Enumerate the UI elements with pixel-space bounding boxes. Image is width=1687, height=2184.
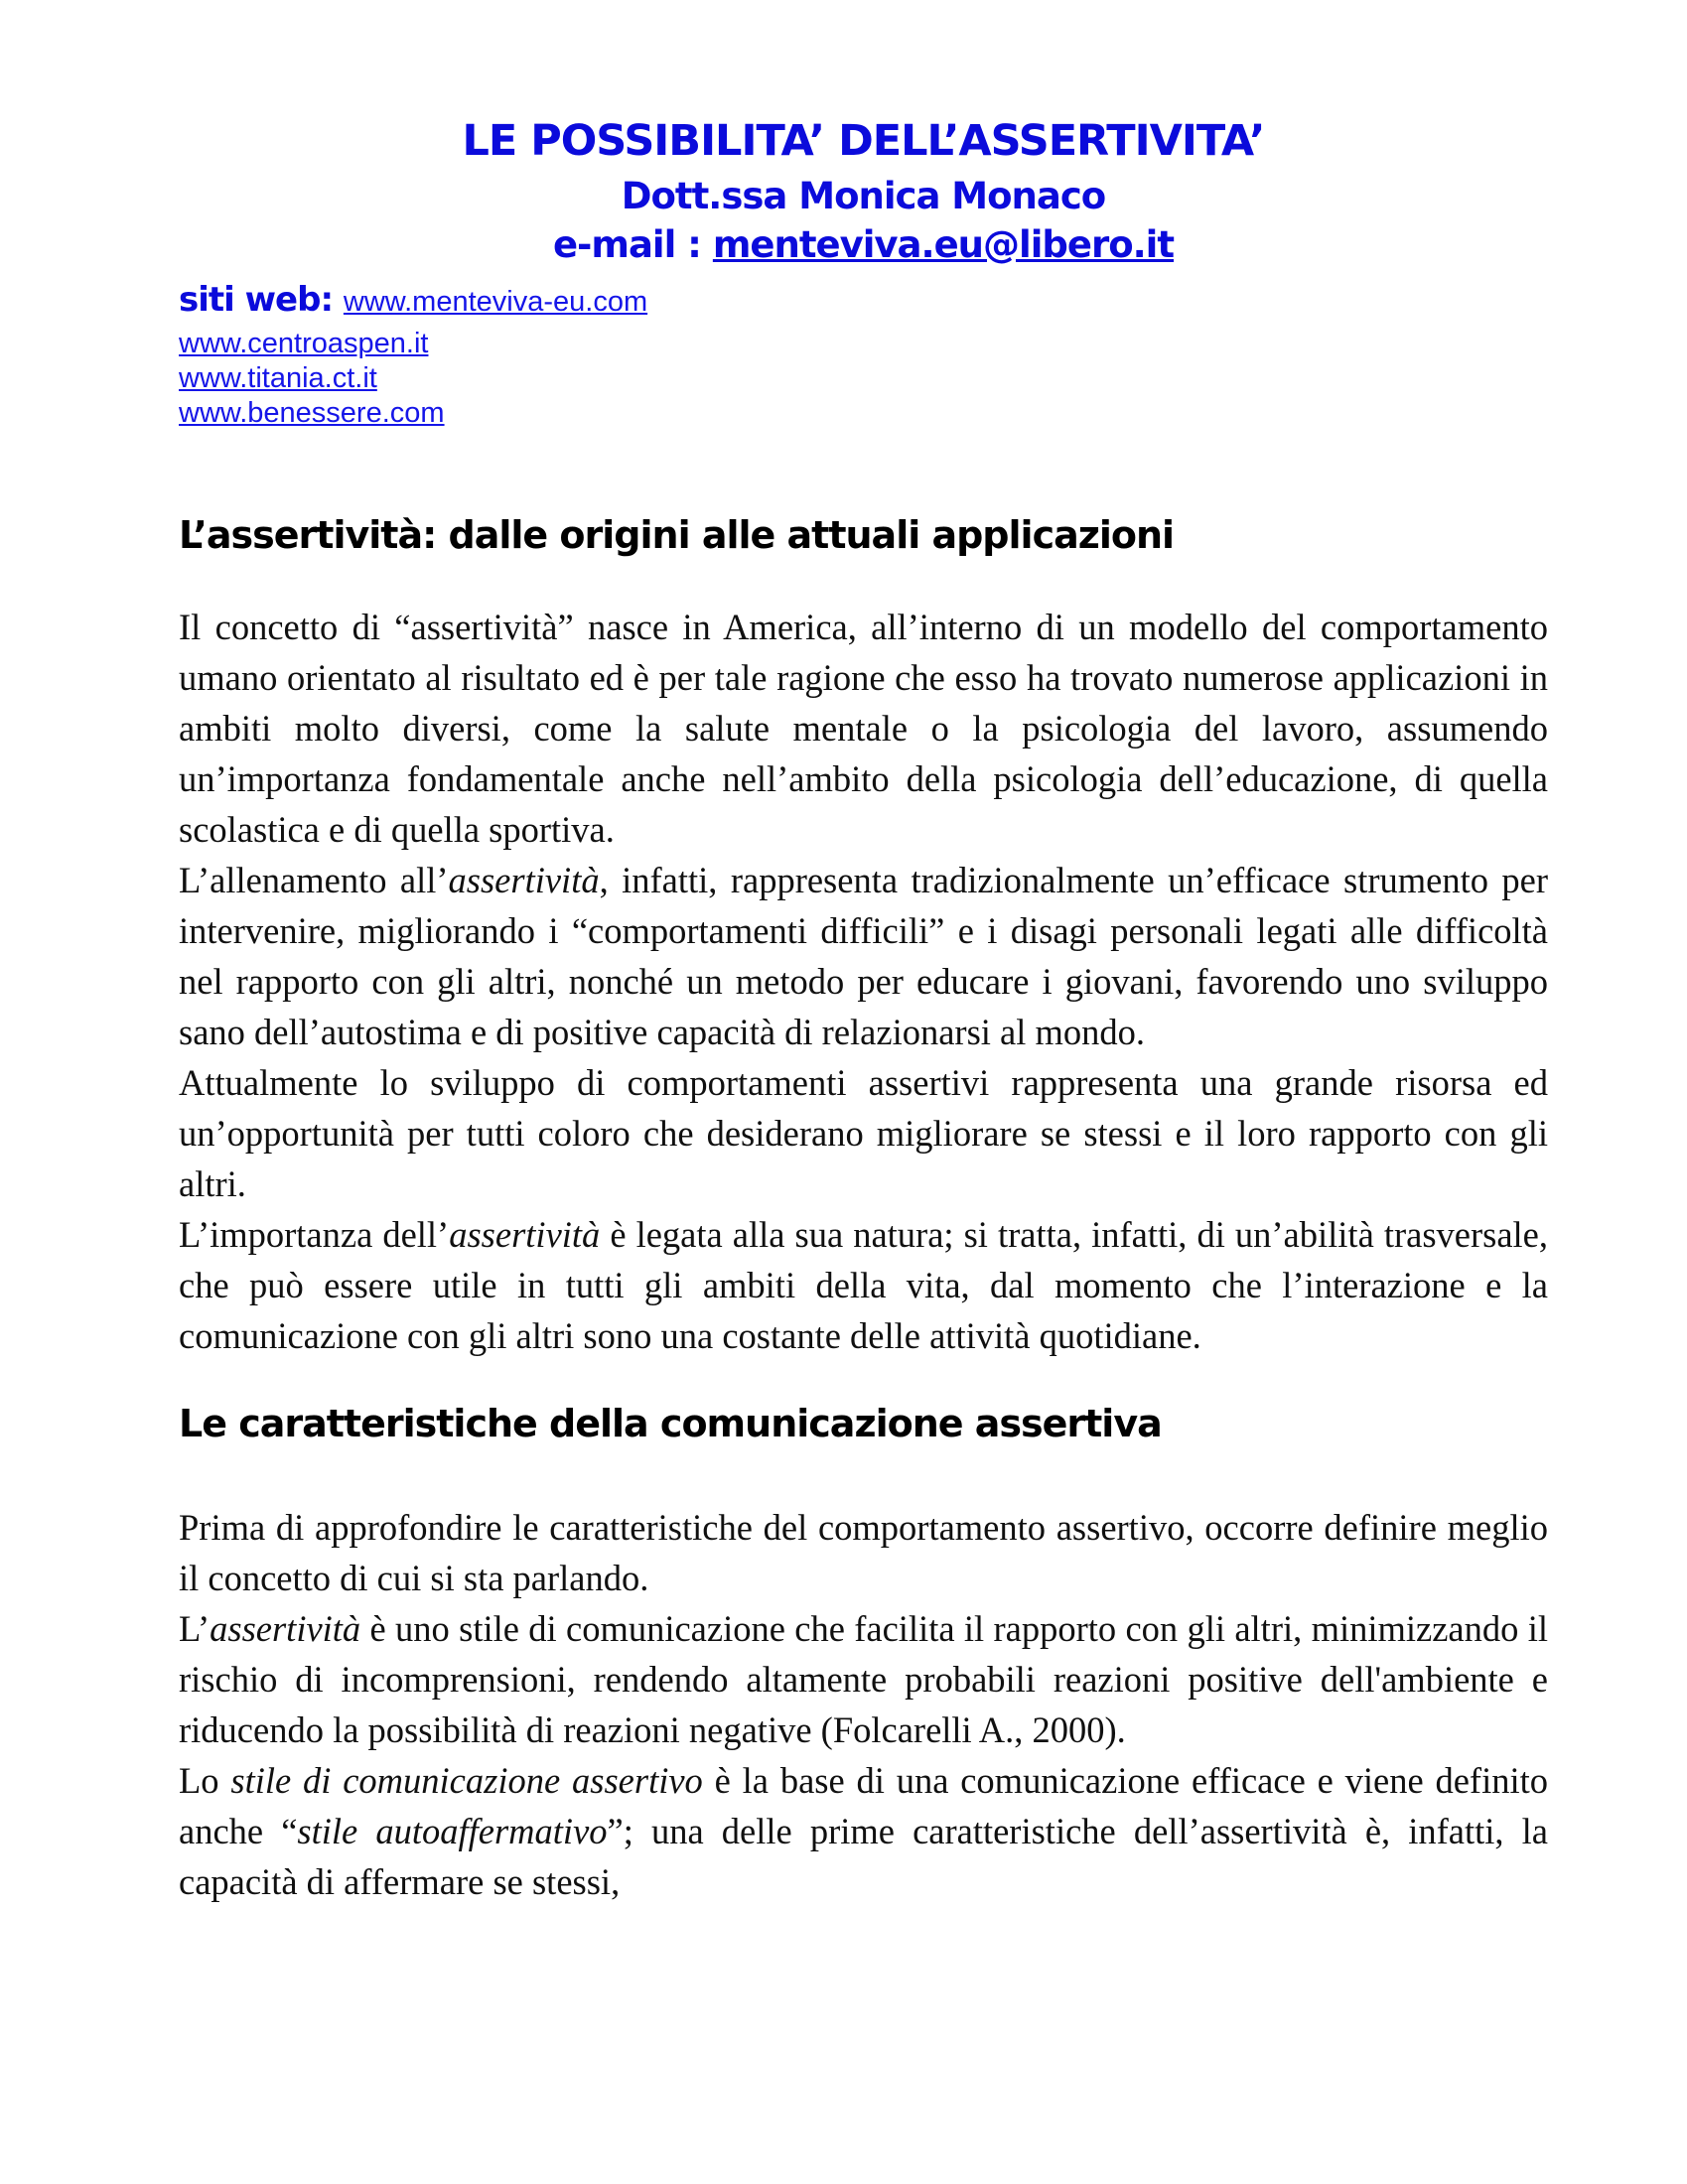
email-link[interactable]: menteviva.eu@libero.it [712,223,1175,266]
website-link-menteviva[interactable]: www.menteviva-eu.com [343,286,648,318]
paragraph-importanza [179,1209,1548,1361]
text-segment: è legata alla sua natura; si tratta, infatti, di un’abilità trasversale, che può essere utile in tutti gli ambiti della vita, dal momento che l’interazione e la comunicazione con gli altri sono una costante delle attività quotidiane. [179,1214,1548,1356]
paragraph-concetto-assertivita: Il concetto di “assertività” nasce in America, all’interno di un modello del comportamento umano orientato al risultato ed è per tale ragione che esso ha trovato numerose applicazioni in ambiti molto diversi, come la salute mentale o la psicologia del lavoro, assumendo un’importanza fondamentale anche nell’ambito della psicologia dell’educazione, di quella scolastica e di quella sportiva. [179,607,1548,850]
paragraph-prima-di-approfondire: Prima di approfondire le caratteristiche del comportamento assertivo, occorre definire meglio il concetto di cui si sta parlando. [179,1507,1548,1598]
italic-assertivita: assertività [449,1214,601,1255]
paragraph-stile-comunicazione [179,1603,1548,1755]
paragraph-stile-autoaffermativo [179,1755,1548,1907]
document-title: LE POSSIBILITA’ DELL’ASSERTIVITA’ [462,116,1265,166]
siti-web-label: siti web: [179,280,344,320]
italic-stile-autoaffermativo: stile autoaffermativo [297,1811,608,1851]
email-label: e-mail : [552,223,713,266]
text-segment: ”; una delle prime caratteristiche dell’assertività è, infatti, la capacità di affermare se stessi, [179,1811,1549,1902]
website-link-centroaspen[interactable]: www.centroaspen.it [179,328,429,359]
section-heading-origini: L’assertività: dalle origini alle attuali applicazioni [179,513,1175,557]
italic-stile-comunicazione-assertivo: stile di comunicazione assertivo [230,1760,703,1801]
paragraph-attualmente: Attualmente lo sviluppo di comportamenti assertivi rappresenta una grande risorsa ed un’opportunità per tutti coloro che desiderano migliorare se stessi e il loro rapporto con gli altri. [179,1062,1548,1204]
italic-assertivita: assertività [210,1608,361,1649]
document-header [179,115,1548,431]
email-line [179,220,1548,270]
text-segment: Lo [179,1760,231,1801]
italic-assertivita: assertività [448,860,600,900]
text-segment: L’allenamento all’ [179,860,449,900]
author-line: Dott.ssa Monica Monaco [621,175,1106,217]
text-segment: è uno stile di comunicazione che facilita il rapporto con gli altri, minimizzando il rischio di incomprensioni, rendendo altamente probabili reazioni positive dell'ambiente e riducendo la possibilità di reazioni negative (Folcarelli A., 2000). [179,1608,1548,1750]
section-heading-caratteristiche: Le caratteristiche della comunicazione assertiva [179,1402,1162,1445]
text-segment: , infatti, rappresenta tradizionalmente un’efficace strumento per intervenire, migliorando i “comportamenti difficili” e i disagi personali legati alle difficoltà nel rapporto con gli altri, nonché un metodo per educare i giovani, favorendo uno sviluppo sano dell’autostima e di positive capacità di relazionarsi al mondo. [179,860,1548,1052]
text-segment: L’importanza dell’ [179,1214,450,1255]
websites-row [179,280,1548,327]
text-segment: L’ [179,1608,211,1649]
paragraph-allenamento [179,855,1548,1057]
website-link-benessere[interactable]: www.benessere.com [179,397,445,429]
text-segment: è la base di una comunicazione efficace e viene definito anche “ [179,1760,1549,1851]
websites-list [179,327,1548,431]
website-link-titania[interactable]: www.titania.ct.it [179,362,377,394]
